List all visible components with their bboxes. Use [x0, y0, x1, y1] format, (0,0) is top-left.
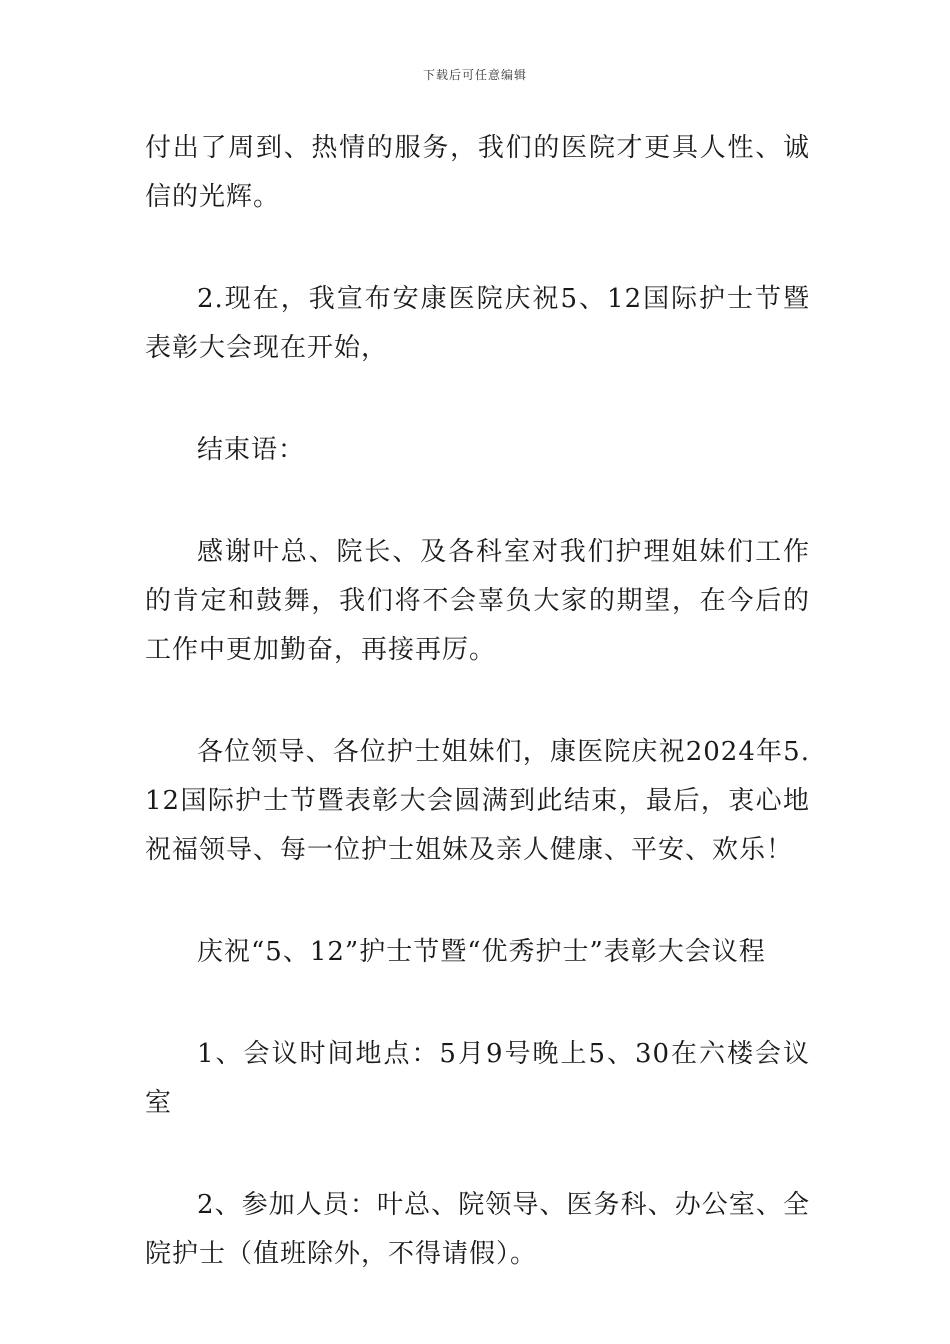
- agenda-item-participants: 2、参加人员：叶总、院领导、医务科、办公室、全院护士（值班除外，不得请假）。: [145, 1190, 810, 1269]
- agenda-title: 庆祝“5、12”护士节暨“优秀护士”表彰大会议程: [197, 937, 766, 967]
- agenda-item-time-place: 1、会议时间地点：5月9号晚上5、30在六楼会议室: [145, 1039, 810, 1118]
- paragraph-closing-heading: 结束语：: [197, 435, 306, 465]
- document-body: [145, 124, 810, 1279]
- paragraph-thanks: 感谢叶总、院长、及各科室对我们护理姐妹们工作的肯定和鼓舞，我们将不会辜负大家的期望，在今后的工作中更加勤奋，再接再厉。: [145, 537, 810, 665]
- page-header-note: 下载后可任意编辑: [422, 68, 527, 82]
- paragraph-opening-announcement: 2.现在，我宣布安康医院庆祝5、12国际护士节暨表彰大会现在开始，: [145, 284, 810, 363]
- paragraph-continuation: 付出了周到、热情的服务，我们的医院才更具人性、诚信的光辉。: [145, 133, 810, 212]
- paragraph-closing-remarks: 各位领导、各位护士姐妹们，康医院庆祝2024年5.12国际护士节暨表彰大会圆满到此结束，最后，衷心地祝福领导、每一位护士姐妹及亲人健康、平安、欢乐！: [145, 737, 810, 865]
